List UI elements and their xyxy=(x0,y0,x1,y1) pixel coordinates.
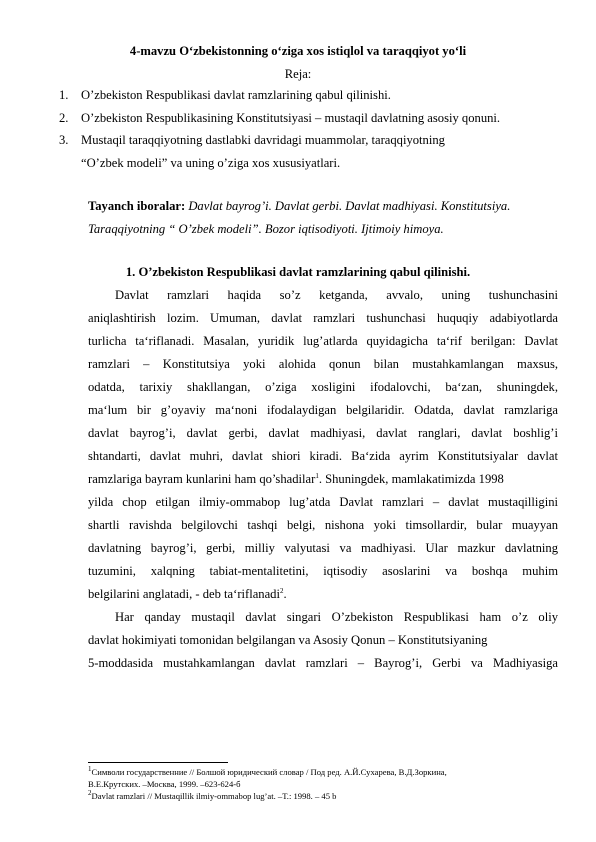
footnote-text: Символи государственние // Болшой юридический словар / Под ред. А.Й.Сухарева, В.Д.Зоркина, xyxy=(91,767,447,777)
plan-item-text: “O’zbek modeli” va uning o’ziga xos xususiyatlari. xyxy=(81,156,341,170)
body-line: shtandarti, davlat muhri, davlat shiori kiradi. Ba‘zida ayrim Konstitutsiyalar davlat xyxy=(88,449,558,463)
plan-item-text: O’zbekiston Respublikasi davlat ramzlarining qabul qilinishi. xyxy=(81,88,391,102)
body-line: davlat bayrog’i, davlat gerbi, davlat madhiyasi, davlat ranglari, davlat boshlig’i xyxy=(88,426,558,440)
body-line: ramzlari – Konstitutsiya yoki alohida qonun bilan mustahkamlangan maxsus, xyxy=(88,357,558,371)
keywords-text: Davlat bayrog’i. Davlat gerbi. Davlat madhiyasi. Konstitutsiya. xyxy=(188,199,511,213)
document-title: 4-mavzu O‘zbekistonning o‘ziga xos istiqlol va taraqqiyot yo‘li xyxy=(129,44,467,58)
footnote-marker: 2 xyxy=(88,789,92,798)
body-line: Davlat ramzlari haqida so’z ketganda, avvalo, uning tushunchasini xyxy=(115,288,558,302)
plan-heading: Reja: xyxy=(284,67,312,81)
keywords-line-1 xyxy=(88,198,558,214)
body-line-with-footnote xyxy=(88,586,558,602)
plan-item-text: Mustaqil taraqqiyotning dastlabki davridagi muammolar, taraqqiyotning xyxy=(81,133,445,147)
body-line: shartli ravishda belgilovchi tashqi belgi, nishona yoki timsollardir, bular muayyan xyxy=(88,518,558,532)
body-text: belgilarini anglatadi, - deb ta‘riflanadi xyxy=(88,587,280,601)
keywords-label: Tayanch iboralar: xyxy=(88,199,186,213)
footnote-1 xyxy=(88,767,447,778)
body-line: davlatning bayrog’i, gerbi, milliy valyutasi va madhiyasi. Ular mazkur davlatning xyxy=(88,541,558,555)
body-line: tuzumini, xalqning tabiat-mentalitetini, iqtisodiy asoslarini va boshqa muhim xyxy=(88,564,558,578)
plan-item-3-continued xyxy=(59,155,549,171)
footnote-ref-2[interactable]: 2 xyxy=(279,586,284,595)
keywords-line-2: Taraqqiyotning “ O’zbek modeli”. Bozor iqtisodiyoti. Ijtimoiy himoya. xyxy=(88,222,444,236)
body-line: aniqlashtirish lozim. Umuman, davlat ramzlari tushunchasi huquqiy adabiyotlarda xyxy=(88,311,558,325)
body-text: . Shuningdek, mamlakatimizda 1998 xyxy=(318,472,504,486)
plan-item-number: 2. xyxy=(59,111,69,125)
footnote-ref-1[interactable]: 1 xyxy=(315,471,319,480)
body-line: odatda, tarixiy shakllangan, o’ziga xosligini ifodalovchi, ba‘zan, shuningdek, xyxy=(88,380,558,394)
body-line-with-footnote xyxy=(88,471,558,487)
body-line: davlat hokimiyati tomonidan belgilangan va Asosiy Qonun – Konstitutsiyaning xyxy=(88,633,488,647)
plan-item-3 xyxy=(59,132,549,148)
footnote-1-continued: В.Е.Крутских. –Москва, 1999. –623-624-б xyxy=(88,779,241,789)
plan-item-number: 1. xyxy=(59,88,69,102)
body-text: ramzlariga bayram kunlarini ham qo’shadilar xyxy=(88,472,316,486)
plan-item-text: O’zbekiston Respublikasining Konstitutsiyasi – mustaqil davlatning asosiy qonuni. xyxy=(81,111,501,125)
plan-item-number: 3. xyxy=(59,133,69,147)
plan-item-2 xyxy=(59,110,549,126)
body-line: ma‘lum bir g’oyaviy ma‘noni ifodalaydigan belgilaridir. Odatda, davlat ramzlariga xyxy=(88,403,558,417)
plan-item-1 xyxy=(59,87,549,103)
footnote-text: Davlat ramzlari // Mustaqillik ilmiy-ommabop lug’at. –T.: 1998. – 45 b xyxy=(91,791,337,801)
footnote-2 xyxy=(88,791,336,802)
body-line: turlicha ta‘riflanadi. Masalan, yuridik lug’atlarda quyidagicha ta‘rif berilgan: Davlat xyxy=(88,334,558,348)
body-line: yilda chop etilgan ilmiy-ommabop lug’atda Davlat ramzlari – davlat mustaqilligini xyxy=(88,495,558,509)
footnote-separator xyxy=(88,762,228,763)
footnote-marker: 1 xyxy=(88,765,92,774)
body-line: 5-moddasida mustahkamlangan davlat ramzlari – Bayrog’i, Gerbi va Madhiyasiga xyxy=(88,656,558,670)
body-line: Har qanday mustaqil davlat singari O’zbekiston Respublikasi ham o’z oliy xyxy=(115,610,558,624)
section-heading: 1. O’zbekiston Respublikasi davlat ramzlarining qabul qilinishi. xyxy=(125,265,471,279)
body-text: . xyxy=(283,587,287,601)
